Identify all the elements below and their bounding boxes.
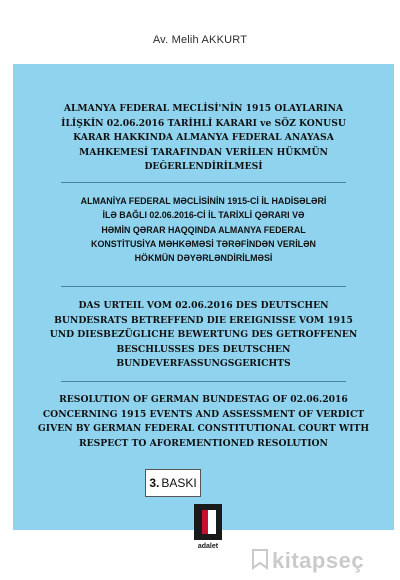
title-german bbox=[13, 299, 394, 372]
title-divider bbox=[61, 182, 346, 183]
watermark-text: kitapseç bbox=[272, 548, 365, 573]
author-name: Av. Melih AKKURT bbox=[152, 34, 248, 46]
title-azerbaijani-line: HƏMİN QƏRAR HAQQINDA ALMANYA FEDERAL bbox=[101, 224, 306, 235]
publisher-name: adalet bbox=[197, 543, 219, 550]
title-german-line: UND DIESBEZÜGLICHE BEWERTUNG DES GETROFFENEN bbox=[49, 329, 358, 341]
title-german-line: BUNDESRATS BETREFFEND DIE EREIGNISSE VOM 1915 bbox=[54, 314, 353, 326]
title-german-line: DAS URTEIL VOM 02.06.2016 DES DEUTSCHEN bbox=[78, 300, 329, 311]
title-english bbox=[13, 393, 394, 451]
title-azerbaijani-line: ALMANİYA FEDERAL MƏCLİSİNİN 1915-Cİ İL HADİSƏLƏRİ bbox=[80, 196, 327, 206]
title-turkish-line: ALMANYA FEDERAL MECLİSİ'NİN 1915 OLAYLARINA bbox=[63, 103, 344, 114]
title-english-line: GIVEN BY GERMAN FEDERAL CONSTITUTIONAL COURT WITH bbox=[37, 423, 370, 435]
title-azerbaijani-line: İLƏ BAĞLI 02.06.2016-Cİ İL TARİXLİ QƏRARI VƏ bbox=[102, 210, 305, 221]
publisher-logo-icon bbox=[194, 504, 222, 540]
title-english-line: RESPECT TO AFOREMENTIONED RESOLUTION bbox=[79, 437, 328, 449]
title-divider bbox=[61, 286, 346, 287]
edition-number: 3. bbox=[149, 476, 160, 490]
title-panel bbox=[13, 64, 394, 530]
title-german-line: BUNDEVERFASSUNGSGERICHTS bbox=[116, 358, 291, 370]
edition-label: BASKI bbox=[161, 476, 197, 490]
title-azerbaijani bbox=[13, 194, 394, 265]
title-divider bbox=[61, 381, 346, 382]
title-english-line: CONCERNING 1915 EVENTS AND ASSESSMENT OF VERDICT bbox=[42, 408, 365, 420]
title-turkish-line: KARAR HAKKINDA ALMANYA FEDERAL ANAYASA bbox=[73, 132, 334, 144]
bookmark-icon bbox=[250, 548, 270, 570]
title-english-line: RESOLUTION OF GERMAN BUNDESTAG OF 02.06.2016 bbox=[59, 394, 348, 405]
title-german-line: BESCHLUSSES DES DEUTSCHEN bbox=[116, 343, 291, 355]
title-turkish-line: MAHKEMESİ TARAFINDAN VERİLEN HÜKMÜN bbox=[79, 146, 328, 158]
title-turkish-line: DEĞERLENDİRİLMESİ bbox=[144, 161, 263, 173]
title-turkish-line: İLİŞKİN 02.06.2016 TARİHLİ KARARI ve SÖZ KONUSU bbox=[61, 117, 346, 129]
title-azerbaijani-line: KONSTİTUSİYA MƏHKƏMƏSİ TƏRƏFİNDƏN VERİLƏN bbox=[91, 238, 316, 249]
edition-badge bbox=[145, 469, 201, 497]
title-azerbaijani-line: HÖKMÜN DƏYƏRLƏNDİRİLMƏSİ bbox=[134, 253, 273, 264]
title-turkish bbox=[13, 102, 394, 175]
